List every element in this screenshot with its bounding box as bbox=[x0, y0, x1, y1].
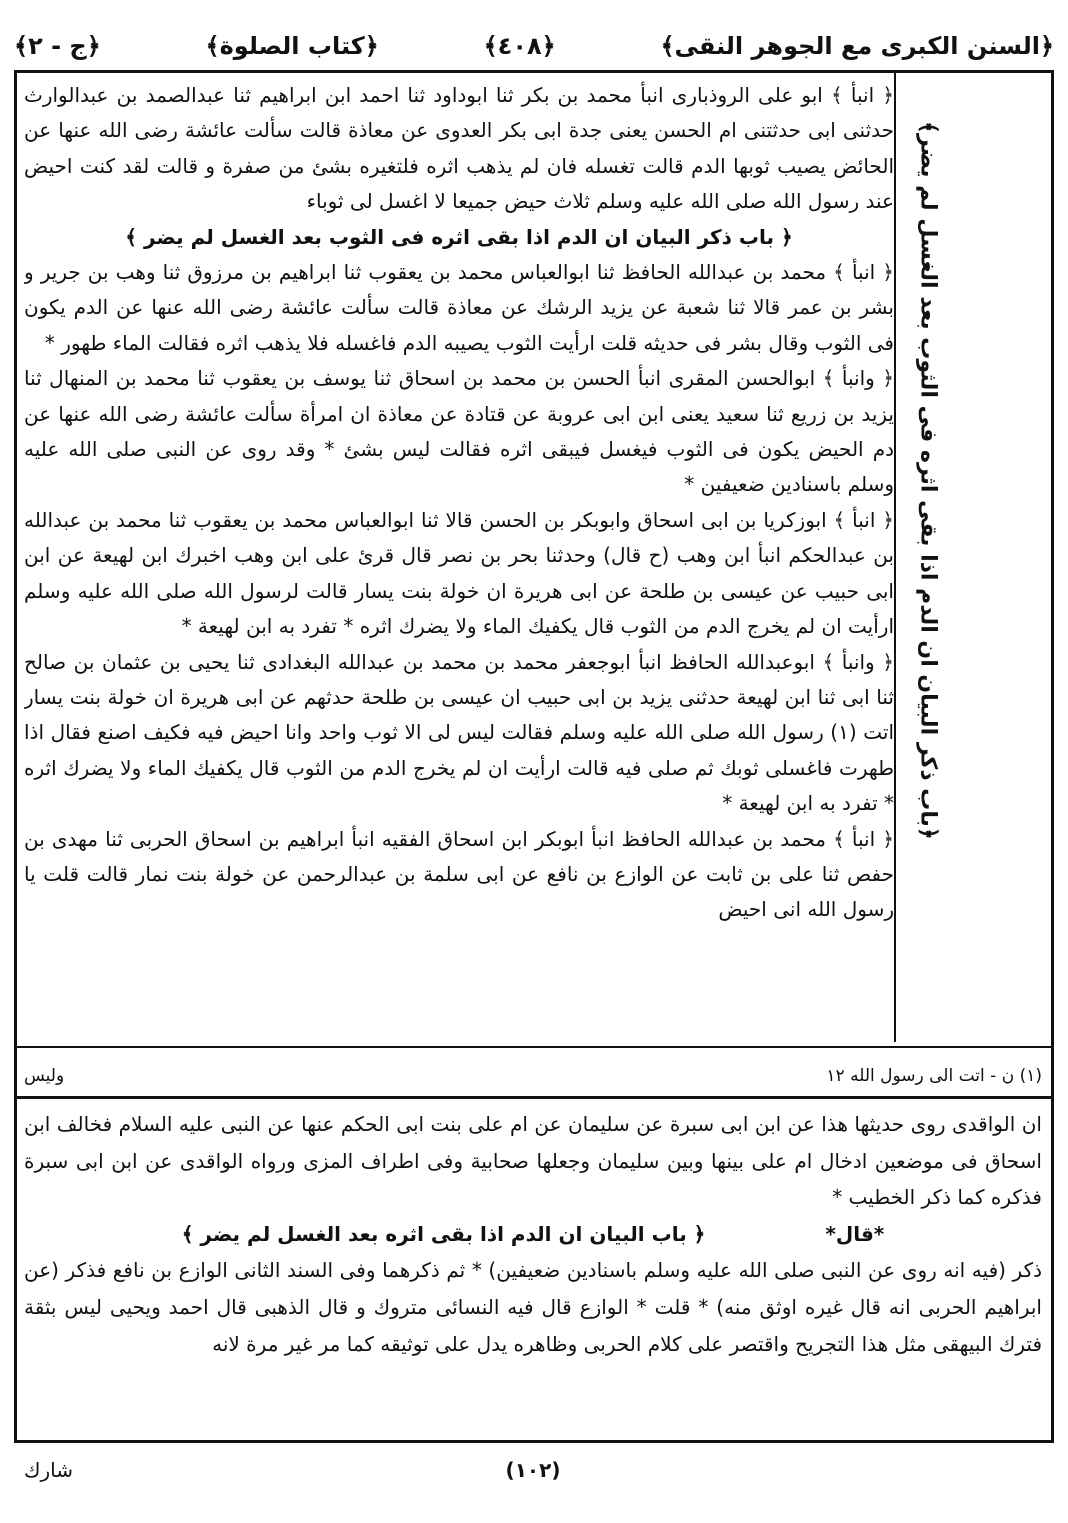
paragraph: ﴿ وانبأ ﴾ ابوعبدالله الحافظ انبأ ابوجعفر محمد بن محمد بن عبدالله البغدادى ثنا يحيى بن عثمان بن صالح ثنا ابى ثنا ابن لهيعة حدثنى يزيد بن ابى حبيب ان عيسى بن طلحة حدثهم عن ابى هريرة ان خولة بنت يسار اتت (١) رسول الله صلى الله عليه وسلم فقالت ليس لى الا ثوب واحد وانا احيض فيه فكيف اصنع فقال اذا طهرت فاغسلى ثوبك ثم صلى فيه قالت ارأيت ان لم يخرج الدم من الثوب قال يكفيك الماء ولا يضرك اثره * تفرد به ابن لهيعة * bbox=[24, 649, 894, 816]
paragraph: ﴿ وانبأ ﴾ ابوالحسن المقرى انبأ الحسن بن محمد بن اسحاق ثنا يوسف بن يعقوب ثنا محمد بن المنهال ثنا يزيد بن زريع ثنا سعيد يعنى ابن ابى عروبة عن قتادة عن معاذة ان امرأة سألت عائشة رضى الله عنها عن دم الحيض يكون فى الثوب فيغسل فيبقى اثره فقالت ليس بشئ * وقد روى عن النبى صلى الله عليه وسلم باسنادين ضعيفين * bbox=[24, 366, 894, 497]
page-header bbox=[14, 22, 1054, 70]
main-text bbox=[24, 78, 894, 1038]
commentary-heading-row bbox=[24, 1216, 1042, 1253]
sidebar-divider bbox=[894, 72, 896, 1042]
page-footer bbox=[24, 1450, 1042, 1490]
qala-label: *قال* bbox=[825, 1221, 885, 1246]
paragraph: ﴿ انبأ ﴾ محمد بن عبدالله الحافظ ثنا ابوالعباس محمد بن يعقوب ثنا ابراهيم بن مرزوق ثنا وهب بن جرير و بشر بن عمر قالا ثنا شعبة عن يزيد الرشك عن معاذة قالت سألت عائشة رضى الله عنها عن الدم يكون فى الثوب وقال بشر فى حديثه قلت ارأيت الثوب يصيبه الدم فاغسله فلا يذهب اثره فقالت الماء طهور * bbox=[24, 260, 894, 355]
paragraph: ﴿ انبأ ﴾ ابو على الروذبارى انبأ محمد بن بكر ثنا ابوداود ثنا احمد ابن ابراهيم ثنا عبدالصمد بن عبدالوارث حدثنى ابى حدثتنى ام الحسن يعنى جدة ابى بكر العدوى عن معاذة قالت سألت عائشة رضى الله عنها عن الحائض يصيب ثوبها الدم قالت تغسله فان لم يذهب اثره فلتغيره بشئ من صفرة و قالت لقد كنت احيض عند رسول الله صلى الله عليه وسلم ثلاث حيض جميعا لا اغسل لى ثوباء bbox=[24, 83, 894, 214]
paragraph: ان الواقدى روى حديثها هذا عن ابن ابى سبرة عن سليمان عن ام على بنت ابى الحكم عنها عن النبى عليه السلام فخالف ابن اسحاق فى موضعين ادخال ام على بينها وبين سليمان وجعلها صحابية وفى اطراف المزى ورواه الواقدى عن ابن ابى سبرة فذكره كما ذكر الخطيب * bbox=[24, 1112, 1042, 1210]
paragraph: ﴿ انبأ ﴾ محمد بن عبدالله الحافظ انبأ ابوبكر ابن اسحاق الفقيه انبأ ابراهيم بن اسحاق الحربى ثنا مهدى بن حفص ثنا على بن ثابت عن الوازع بن نافع عن ابى سلمة بن عبدالرحمن عن خولة بنت نمار قالت قلت يا رسول الله انى احيض bbox=[24, 826, 894, 922]
commentary-text bbox=[24, 1106, 1042, 1436]
paragraph: ذكر (فيه انه روى عن النبى صلى الله عليه وسلم باسنادين ضعيفين) * ثم ذكرهما وفى السند الثانى الوازع بن نافع فذكر (عن ابراهيم الحربى انه قال غيره اوثق منه) * قلت * الوازع قال فيه النسائى متروك و قال الذهبى قال احمد ويحيى ليس بثقة فترك البيهقى مثل هذا التجريح واقتصر على كلام الحربى وظاهره يدل على توثيقه كما مر غير مرة لانه bbox=[24, 1258, 1042, 1356]
volume-label: ﴿ج - ٢﴾ bbox=[14, 32, 101, 60]
paragraph: ﴿ انبأ ﴾ ابوزكريا بن ابى اسحاق وابوبكر بن الحسن قالا ثنا ابوالعباس محمد بن يعقوب ثنا محمد بن عبدالله بن عبدالحكم انبأ ابن وهب (ح قال) وحدثنا بحر بن نصر قال قرئ على ابن وهب اخبرك ابن لهيعة عن ابن ابى حبيب عن عيسى بن طلحة عن ابى هريرة ان خولة بنت يسار قالت لرسول الله صلى الله عليه وسلم ارأيت ان لم يخرج الدم من الثوب قال يكفيك الماء ولا يضرك اثره * تفرد به ابن لهيعة * bbox=[24, 507, 894, 639]
footnote-divider bbox=[16, 1046, 1052, 1048]
chapter-heading: ﴿ باب البيان ان الدم اذا بقى اثره بعد الغسل لم يضر ﴾ bbox=[181, 1221, 706, 1246]
footnote-row bbox=[24, 1060, 1042, 1092]
page-number: ﴿٤٠٨﴾ bbox=[483, 32, 556, 60]
printer-signature: شارك bbox=[24, 1458, 73, 1482]
chapter-heading: ﴿ باب ذكر البيان ان الدم اذا بقى اثره فى الثوب بعد الغسل لم يضر ﴾ bbox=[125, 224, 793, 249]
commentary-divider bbox=[16, 1096, 1052, 1099]
footnote: (١) ن - اتت الى رسول الله ١٢ bbox=[826, 1066, 1042, 1086]
catchword: وليس bbox=[24, 1066, 65, 1086]
section-title: ﴿كتاب الصلوة﴾ bbox=[205, 32, 379, 60]
folio-number: (١٠٢) bbox=[505, 1458, 561, 1482]
book-title: ﴿السنن الكبرى مع الجوهر النقى﴾ bbox=[660, 32, 1054, 60]
side-chapter-title: ﴿باب ذكر البيان ان الدم اذا بقى اثره فى الثوب بعد الغسل لم يضر﴾ bbox=[915, 120, 941, 840]
